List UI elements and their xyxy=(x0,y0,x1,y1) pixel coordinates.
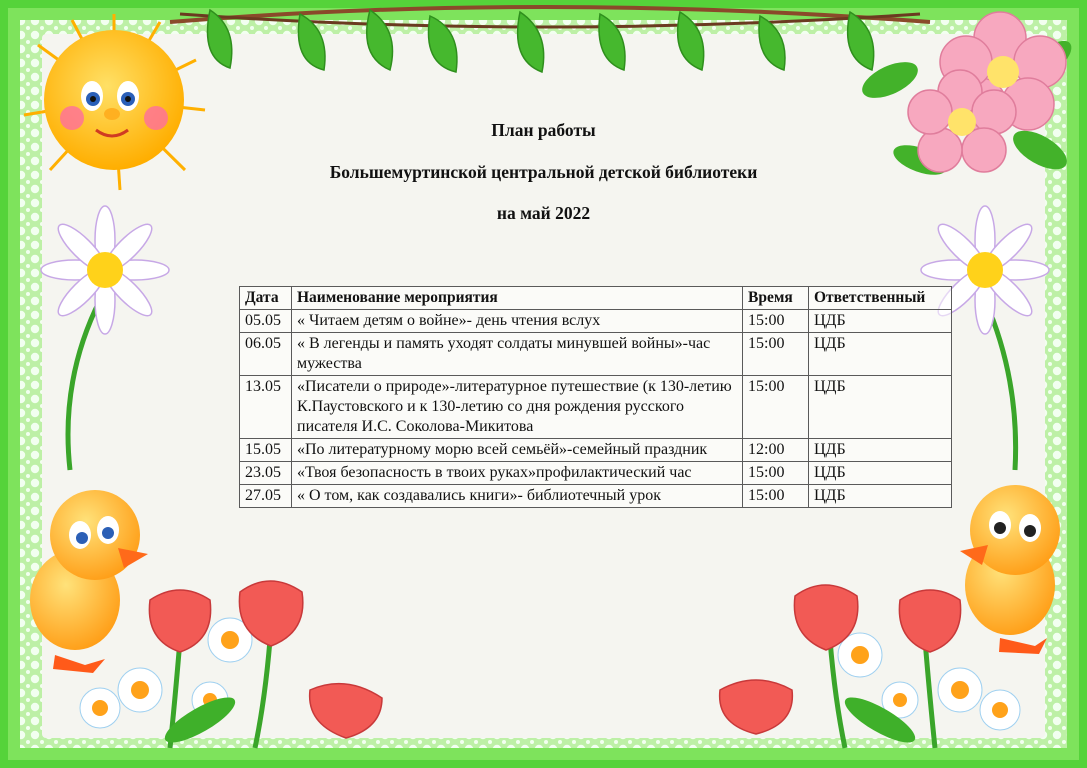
cell-time: 15:00 xyxy=(743,376,809,439)
table-row xyxy=(240,376,952,439)
cell-time: 12:00 xyxy=(743,439,809,462)
table-row xyxy=(240,310,952,333)
table-row xyxy=(240,439,952,462)
cell-event: « О том, как создавались книги»- библиотечный урок xyxy=(292,485,743,508)
cell-responsible: ЦДБ xyxy=(809,310,952,333)
cell-event: «Писатели о природе»-литературное путешествие (к 130-летию К.Паустовского и к 130-летию со дня рождения русского писателя И.С. Соколова-Микитова xyxy=(292,376,743,439)
cell-responsible: ЦДБ xyxy=(809,333,952,376)
table-row xyxy=(240,485,952,508)
cell-responsible: ЦДБ xyxy=(809,485,952,508)
cell-responsible: ЦДБ xyxy=(809,439,952,462)
cell-date: 05.05 xyxy=(240,310,292,333)
events-table xyxy=(239,286,952,508)
cell-time: 15:00 xyxy=(743,310,809,333)
cell-date: 15.05 xyxy=(240,439,292,462)
cell-date: 06.05 xyxy=(240,333,292,376)
cell-date: 27.05 xyxy=(240,485,292,508)
cell-date: 23.05 xyxy=(240,462,292,485)
table-row xyxy=(240,333,952,376)
cell-event: «Твоя безопасность в твоих руках»профилактический час xyxy=(292,462,743,485)
cell-time: 15:00 xyxy=(743,485,809,508)
cell-responsible: ЦДБ xyxy=(809,462,952,485)
column-header-responsible: Ответственный xyxy=(809,287,952,310)
cell-time: 15:00 xyxy=(743,333,809,376)
cell-event: «По литературному морю всей семьёй»-семейный праздник xyxy=(292,439,743,462)
table-header-row xyxy=(240,287,952,310)
page-subtitle-period: на май 2022 xyxy=(496,203,591,223)
cell-time: 15:00 xyxy=(743,462,809,485)
column-header-time: Время xyxy=(743,287,809,310)
column-header-date: Дата xyxy=(240,287,292,310)
table-row xyxy=(240,462,952,485)
cell-event: « Читаем детям о войне»- день чтения вслух xyxy=(292,310,743,333)
column-header-event: Наименование мероприятия xyxy=(292,287,743,310)
cell-date: 13.05 xyxy=(240,376,292,439)
page-title: План работы xyxy=(491,120,596,140)
cell-responsible: ЦДБ xyxy=(809,376,952,439)
cell-event: « В легенды и память уходят солдаты минувшей войны»-час мужества xyxy=(292,333,743,376)
page-subtitle-library: Большемуртинской центральной детской библиотеки xyxy=(329,162,758,182)
